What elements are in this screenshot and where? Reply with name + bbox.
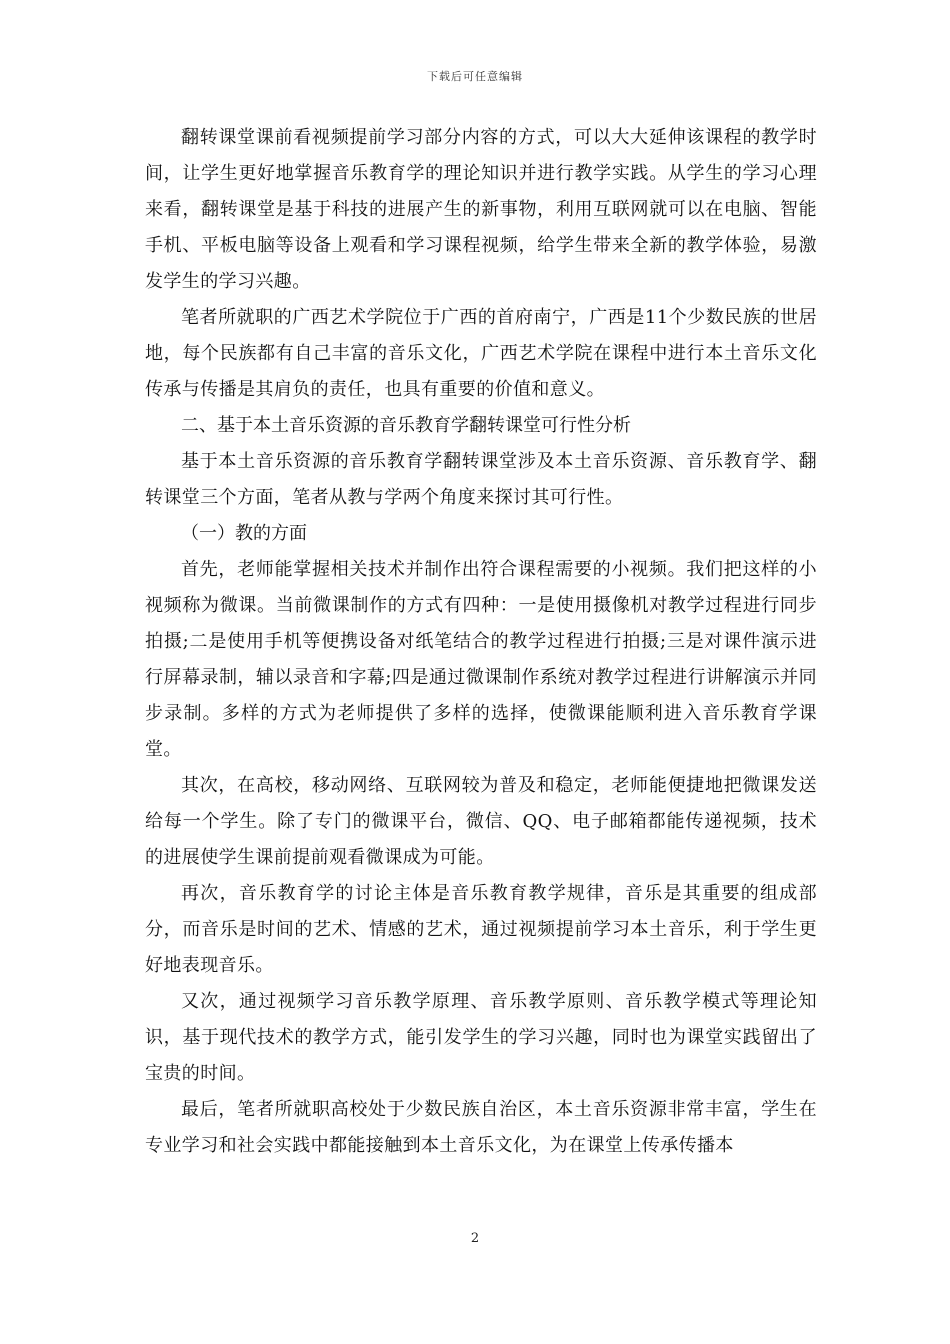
document-body [145,120,817,1164]
paragraph-second-point: 其次，在高校，移动网络、互联网较为普及和稳定，老师能便捷地把微课发送给每一个学生。除了专门的微课平台，微信、QQ、电子邮箱都能传递视频，技术的进展使学生课前提前观看微课成为可能。 [145,775,817,868]
subsection-heading-teaching: （一）教的方面 [181,523,307,544]
paragraph-third-point: 再次，音乐教育学的讨论主体是音乐教育教学规律，音乐是其重要的组成部分，而音乐是时间的艺术、情感的艺术，通过视频提前学习本土音乐，利于学生更好地表现音乐。 [145,883,817,976]
paragraph-guangxi-context: 笔者所就职的广西艺术学院位于广西的首府南宁，广西是11个少数民族的世居地，每个民族都有自己丰富的音乐文化，广西艺术学院在课程中进行本土音乐文化传承与传播是其肩负的责任，也具有重要的价值和意义。 [145,307,817,400]
page-header: 下载后可任意编辑 [427,70,523,83]
paragraph-last-point: 最后，笔者所就职高校处于少数民族自治区，本土音乐资源非常丰富，学生在专业学习和社会实践中都能接触到本土音乐文化，为在课堂上传承传播本 [145,1099,817,1156]
paragraph-fourth-point: 又次，通过视频学习音乐教学原理、音乐教学原则、音乐教学模式等理论知识，基于现代技术的教学方式，能引发学生的学习兴趣，同时也为课堂实践留出了宝贵的时间。 [145,991,817,1084]
paragraph-flipped-classroom-benefits: 翻转课堂课前看视频提前学习部分内容的方式，可以大大延伸该课程的教学时间，让学生更好地掌握音乐教育学的理论知识并进行教学实践。从学生的学习心理来看，翻转课堂是基于科技的进展产生的新事物，利用互联网就可以在电脑、智能手机、平板电脑等设备上观看和学习课程视频，给学生带来全新的教学体验，易激发学生的学习兴趣。 [145,127,817,292]
page-number: 2 [470,1231,480,1246]
section-heading-feasibility: 二、基于本土音乐资源的音乐教育学翻转课堂可行性分析 [181,415,631,436]
paragraph-feasibility-intro: 基于本土音乐资源的音乐教育学翻转课堂涉及本土音乐资源、音乐教育学、翻转课堂三个方面，笔者从教与学两个角度来探讨其可行性。 [145,451,817,508]
paragraph-first-point: 首先，老师能掌握相关技术并制作出符合课程需要的小视频。我们把这样的小视频称为微课。当前微课制作的方式有四种：一是使用摄像机对教学过程进行同步拍摄;二是使用手机等便携设备对纸笔结合的教学过程进行拍摄;三是对课件演示进行屏幕录制，辅以录音和字幕;四是通过微课制作系统对教学过程进行讲解演示并同步录制。多样的方式为老师提供了多样的选择，使微课能顺利进入音乐教育学课堂。 [145,559,817,760]
